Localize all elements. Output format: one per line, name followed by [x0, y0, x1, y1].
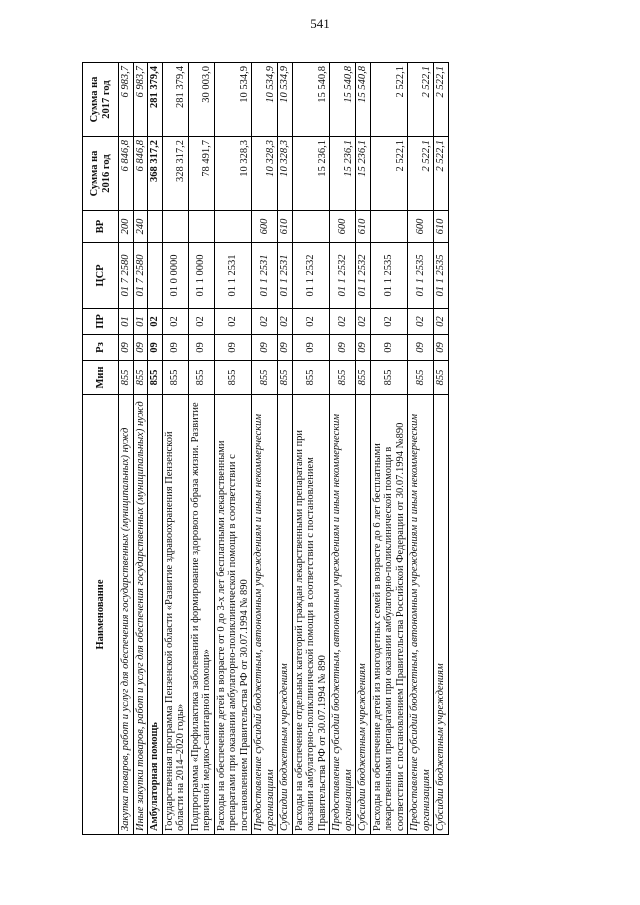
cell-csr: 01 1 2535 — [434, 243, 449, 309]
cell-name: Расходы на обеспечение детей в возрасте от 0 до 3-х лет бесплатными лекарственными препаратами при оказании амбулаторно-поликлинической помощи в соответствии с постановлением Правительства РФ от 30.07.1994 № 890 — [214, 395, 252, 835]
cell-rz: 09 — [119, 335, 134, 361]
cell-rz: 09 — [330, 335, 356, 361]
col-header-csr: ЦСР — [83, 243, 119, 309]
table-row — [292, 63, 330, 835]
cell-vr — [148, 211, 163, 243]
cell-min: 855 — [292, 361, 330, 395]
cell-sum-2016: 10 328,3 — [278, 137, 293, 211]
col-header-sum-2017: Сумма на 2017 год — [83, 63, 119, 137]
cell-min: 855 — [408, 361, 434, 395]
cell-sum-2017: 281 379,4 — [148, 63, 163, 137]
cell-vr — [214, 211, 252, 243]
cell-min: 855 — [148, 361, 163, 395]
cell-csr: 01 1 2532 — [356, 243, 371, 309]
cell-vr: 600 — [330, 211, 356, 243]
cell-rz: 09 — [370, 335, 408, 361]
table-row — [162, 63, 188, 835]
cell-name: Государственная программа Пензенской области «Развитие здравоохранения Пензенской области на 2014–2020 годы» — [162, 395, 188, 835]
cell-rz: 09 — [188, 335, 214, 361]
cell-vr: 610 — [278, 211, 293, 243]
cell-vr: 610 — [434, 211, 449, 243]
table-row — [408, 63, 434, 835]
header-row — [83, 63, 119, 835]
cell-csr: 01 7 2580 — [133, 243, 148, 309]
cell-min: 855 — [278, 361, 293, 395]
cell-pr: 02 — [330, 309, 356, 335]
cell-vr — [292, 211, 330, 243]
cell-csr: 01 1 0000 — [188, 243, 214, 309]
cell-name: Амбулаторная помощь — [148, 395, 163, 835]
cell-rz: 09 — [133, 335, 148, 361]
table-row — [188, 63, 214, 835]
cell-sum-2016: 15 236,1 — [356, 137, 371, 211]
cell-name: Субсидии бюджетным учреждениям — [356, 395, 371, 835]
cell-rz: 09 — [278, 335, 293, 361]
cell-sum-2017: 15 540,8 — [292, 63, 330, 137]
cell-csr: 01 1 2531 — [214, 243, 252, 309]
cell-pr: 02 — [278, 309, 293, 335]
table-row — [214, 63, 252, 835]
cell-pr: 02 — [370, 309, 408, 335]
col-header-vr: ВР — [83, 211, 119, 243]
cell-name: Предоставление субсидий бюджетным, автономным учреждениям и иным некоммерческим организациям — [252, 395, 278, 835]
cell-min: 855 — [133, 361, 148, 395]
cell-sum-2016: 2 522,1 — [408, 137, 434, 211]
table-row — [330, 63, 356, 835]
cell-csr: 01 7 2580 — [119, 243, 134, 309]
table-row — [356, 63, 371, 835]
cell-pr: 02 — [434, 309, 449, 335]
table-row — [252, 63, 278, 835]
cell-vr: 600 — [408, 211, 434, 243]
cell-csr: 01 1 2531 — [278, 243, 293, 309]
cell-min: 855 — [356, 361, 371, 395]
col-header-rz: Рз — [83, 335, 119, 361]
cell-name: Закупка товаров, работ и услуг для обеспечения государственных (муниципальных) нужд — [119, 395, 134, 835]
cell-sum-2017: 10 534,9 — [278, 63, 293, 137]
cell-sum-2016: 6 846,8 — [133, 137, 148, 211]
cell-sum-2016: 15 236,1 — [330, 137, 356, 211]
cell-vr: 610 — [356, 211, 371, 243]
cell-pr: 01 — [133, 309, 148, 335]
cell-min: 855 — [214, 361, 252, 395]
cell-sum-2016: 10 328,3 — [214, 137, 252, 211]
cell-pr: 02 — [252, 309, 278, 335]
cell-rz: 09 — [356, 335, 371, 361]
cell-sum-2017: 2 522,1 — [434, 63, 449, 137]
cell-sum-2017: 15 540,8 — [330, 63, 356, 137]
table-row — [370, 63, 408, 835]
cell-sum-2016: 368 317,2 — [148, 137, 163, 211]
table-row — [148, 63, 163, 835]
cell-min: 855 — [330, 361, 356, 395]
table-row — [119, 63, 134, 835]
cell-vr: 200 — [119, 211, 134, 243]
cell-pr: 02 — [356, 309, 371, 335]
budget-table-rotated — [82, 63, 556, 835]
cell-min: 855 — [188, 361, 214, 395]
cell-name: Расходы на обеспечение детей из многодетных семей в возрасте до 6 лет бесплатными лекарственными препаратами при оказании амбулаторно-поликлинической помощи в соответствии с постановлением Правительства Российской Федерации от 30.07.1994 №890 — [370, 395, 408, 835]
cell-vr: 600 — [252, 211, 278, 243]
cell-pr: 01 — [119, 309, 134, 335]
cell-sum-2017: 2 522,1 — [370, 63, 408, 137]
cell-sum-2017: 281 379,4 — [162, 63, 188, 137]
cell-name: Субсидии бюджетным учреждениям — [434, 395, 449, 835]
cell-rz: 09 — [162, 335, 188, 361]
table-row — [434, 63, 449, 835]
table-row — [278, 63, 293, 835]
cell-rz: 09 — [434, 335, 449, 361]
cell-csr: 01 1 2531 — [252, 243, 278, 309]
cell-sum-2017: 2 522,1 — [408, 63, 434, 137]
cell-sum-2017: 15 540,8 — [356, 63, 371, 137]
table-row — [133, 63, 148, 835]
cell-rz: 09 — [292, 335, 330, 361]
cell-csr: 01 1 2532 — [292, 243, 330, 309]
cell-name: Субсидии бюджетным учреждениям — [278, 395, 293, 835]
col-header-min: Мин — [83, 361, 119, 395]
cell-sum-2016: 15 236,1 — [292, 137, 330, 211]
cell-sum-2017: 30 003,0 — [188, 63, 214, 137]
cell-pr: 02 — [162, 309, 188, 335]
cell-vr — [370, 211, 408, 243]
cell-min: 855 — [434, 361, 449, 395]
cell-csr: 01 1 2535 — [370, 243, 408, 309]
cell-vr — [188, 211, 214, 243]
cell-sum-2016: 6 846,8 — [119, 137, 134, 211]
cell-sum-2016: 78 491,7 — [188, 137, 214, 211]
cell-rz: 09 — [148, 335, 163, 361]
cell-rz: 09 — [408, 335, 434, 361]
cell-min: 855 — [162, 361, 188, 395]
cell-rz: 09 — [252, 335, 278, 361]
cell-sum-2016: 2 522,1 — [370, 137, 408, 211]
cell-sum-2016: 2 522,1 — [434, 137, 449, 211]
cell-csr: 01 1 2532 — [330, 243, 356, 309]
cell-csr: 01 1 2535 — [408, 243, 434, 309]
cell-pr: 02 — [148, 309, 163, 335]
table-body — [119, 63, 449, 835]
cell-rz: 09 — [214, 335, 252, 361]
col-header-name: Наименование — [83, 395, 119, 835]
col-header-pr: ПР — [83, 309, 119, 335]
page-number: 541 — [310, 16, 330, 31]
cell-pr: 02 — [188, 309, 214, 335]
cell-name: Иные закупки товаров, работ и услуг для обеспечения государственных (муниципальных) нужд — [133, 395, 148, 835]
cell-pr: 02 — [214, 309, 252, 335]
cell-name: Предоставление субсидий бюджетным, автономным учреждениям и иным некоммерческим организациям — [330, 395, 356, 835]
cell-sum-2017: 6 983,7 — [133, 63, 148, 137]
cell-vr: 240 — [133, 211, 148, 243]
budget-table — [82, 62, 449, 835]
cell-pr: 02 — [408, 309, 434, 335]
cell-name: Подпрограмма «Профилактика заболеваний и формирование здорового образа жизни. Развитие первичной медико-санитарной помощи» — [188, 395, 214, 835]
cell-sum-2016: 328 317,2 — [162, 137, 188, 211]
cell-name: Расходы на обеспечение отдельных категорий граждан лекарственными препаратами при оказании амбулаторно-поликлинической помощи в соответствии с постановлением Правительства РФ от 30.07.1994 № 890 — [292, 395, 330, 835]
cell-min: 855 — [370, 361, 408, 395]
col-header-sum-2016: Сумма на 2016 год — [83, 137, 119, 211]
cell-min: 855 — [252, 361, 278, 395]
cell-sum-2017: 6 983,7 — [119, 63, 134, 137]
cell-pr: 02 — [292, 309, 330, 335]
cell-csr: 01 0 0000 — [162, 243, 188, 309]
cell-sum-2017: 10 534,9 — [252, 63, 278, 137]
cell-name: Предоставление субсидий бюджетным, автономным учреждениям и иным некоммерческим организациям — [408, 395, 434, 835]
cell-csr — [148, 243, 163, 309]
cell-min: 855 — [119, 361, 134, 395]
cell-sum-2017: 10 534,9 — [214, 63, 252, 137]
cell-vr — [162, 211, 188, 243]
cell-sum-2016: 10 328,3 — [252, 137, 278, 211]
